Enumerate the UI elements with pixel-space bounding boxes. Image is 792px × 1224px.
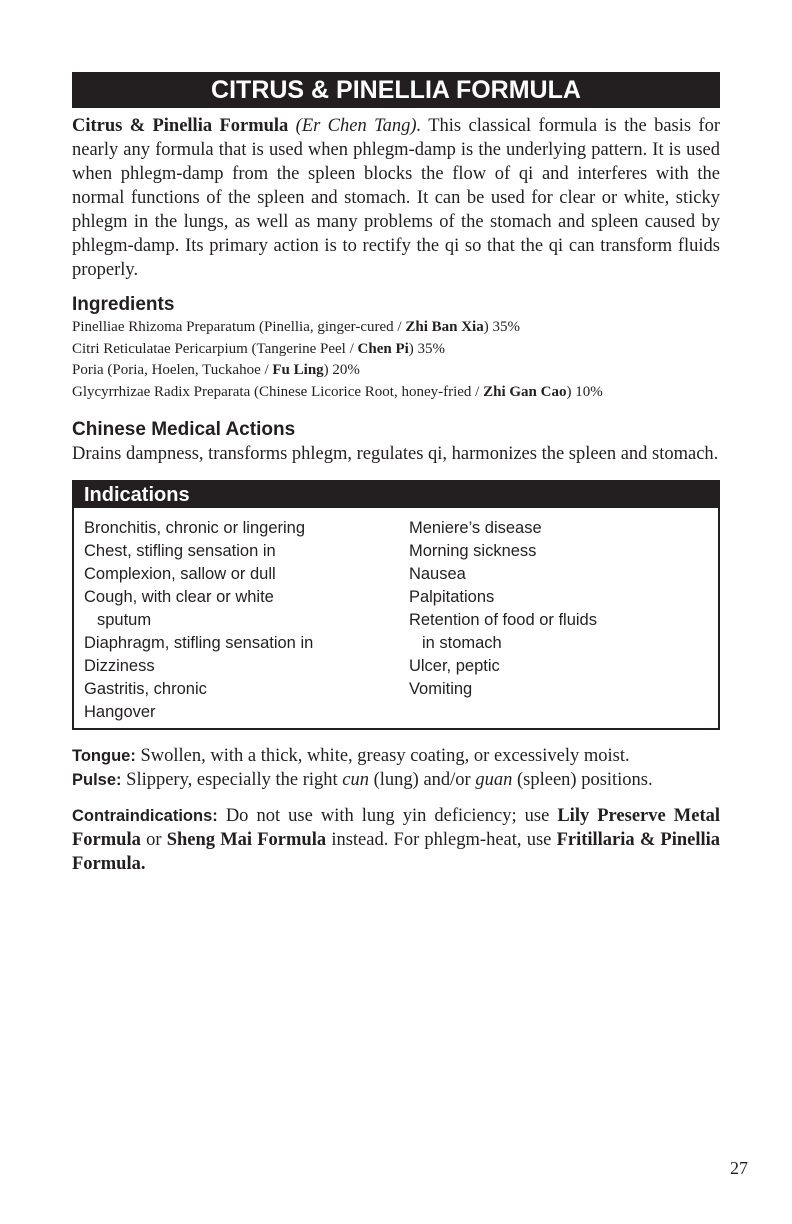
ingredients-heading: Ingredients — [72, 294, 175, 315]
indications-columns — [74, 508, 718, 728]
indication-item: Gastritis, chronic — [84, 680, 207, 698]
indication-item: Cough, with clear or white sputum — [84, 588, 274, 629]
contraindications-paragraph: Contraindications: Do not use with lung yin deficiency; use Lily Preserve Metal Formula or Sheng Mai Formula instead. For phlegm-heat, use Fritillaria & Pinellia Formula. — [72, 806, 721, 874]
ingredient-item: Glycyrrhizae Radix Preparata (Chinese Licorice Root, honey-fried / Zhi Gan Cao) 10% — [72, 383, 603, 400]
indication-item: Bronchitis, chronic or lingering — [84, 519, 306, 537]
page-title: CITRUS & PINELLIA FORMULA — [72, 72, 720, 108]
indication-item: Ulcer, peptic — [408, 657, 500, 675]
indication-item: Vomiting — [408, 680, 473, 698]
page-number: 27 — [730, 1158, 748, 1178]
formula-reference: Sheng Mai Formula — [166, 830, 327, 850]
tongue-pulse-section — [72, 744, 720, 792]
ingredient-item: Poria (Poria, Hoelen, Tuckahoe / Fu Ling) 20% — [72, 362, 360, 378]
indication-item: Nausea — [408, 565, 466, 583]
indication-item: Diaphragm, stifling sensation in — [84, 634, 314, 652]
indication-item: Hangover — [84, 703, 156, 721]
formula-name: Citrus & Pinellia Formula — [72, 116, 289, 136]
ingredient-item: Pinelliae Rhizoma Preparatum (Pinellia, ginger-cured / Zhi Ban Xia) 35% — [72, 319, 520, 335]
pulse-line: Pulse: Slippery, especially the right cun (lung) and/or guan (spleen) positions. — [72, 770, 653, 790]
indication-item: Complexion, sallow or dull — [84, 565, 276, 583]
indications-heading: Indications — [74, 480, 718, 508]
formula-pinyin: (Er Chen Tang). — [295, 116, 422, 136]
indication-item: Chest, stifling sensation in — [84, 542, 276, 560]
indication-item: Meniere’s disease — [408, 519, 542, 537]
indication-item: Dizziness — [84, 657, 155, 675]
pulse-label: Pulse: — [72, 771, 122, 789]
formula-reference: Fritillaria & Pinellia Formula. — [72, 830, 721, 874]
formula-reference: Lily Preserve Metal Formula — [72, 806, 720, 850]
indications-box — [72, 480, 720, 730]
ingredient-item: Citri Reticulatae Pericarpium (Tangerine Peel / Chen Pi) 35% — [72, 340, 446, 357]
contraindications-label: Contraindications: — [72, 807, 218, 825]
tongue-line — [72, 744, 720, 768]
indication-item: Morning sickness — [408, 542, 537, 560]
indications-right-column — [409, 517, 708, 724]
tongue-text: Swollen, with a thick, white, greasy coating, or excessively moist. — [140, 746, 630, 766]
indications-left-column — [84, 517, 409, 724]
indication-item: Retention of food or fluids in stomach — [408, 611, 597, 652]
actions-text: Drains dampness, transforms phlegm, regulates qi, harmonizes the spleen and stomach. — [72, 444, 719, 464]
indication-item: Palpitations — [408, 588, 495, 606]
ingredients-list — [72, 317, 720, 403]
tongue-label: Tongue: — [72, 747, 136, 765]
actions-heading: Chinese Medical Actions — [72, 419, 296, 440]
intro-body: This classical formula is the basis for nearly any formula that is used when phlegm-damp is the underlying pattern. It is used when phlegm-damp from the spleen blocks the flow of qi and interferes with the normal functions of the spleen and stomach. It can be used for clear or white, sticky phlegm in the lungs, as well as many problems of the stomach and spleen caused by phlegm-damp. Its primary action is to rectify the qi so that the qi can transform fluids properly. — [72, 116, 720, 280]
page-content — [72, 72, 720, 876]
intro-paragraph — [72, 114, 720, 282]
